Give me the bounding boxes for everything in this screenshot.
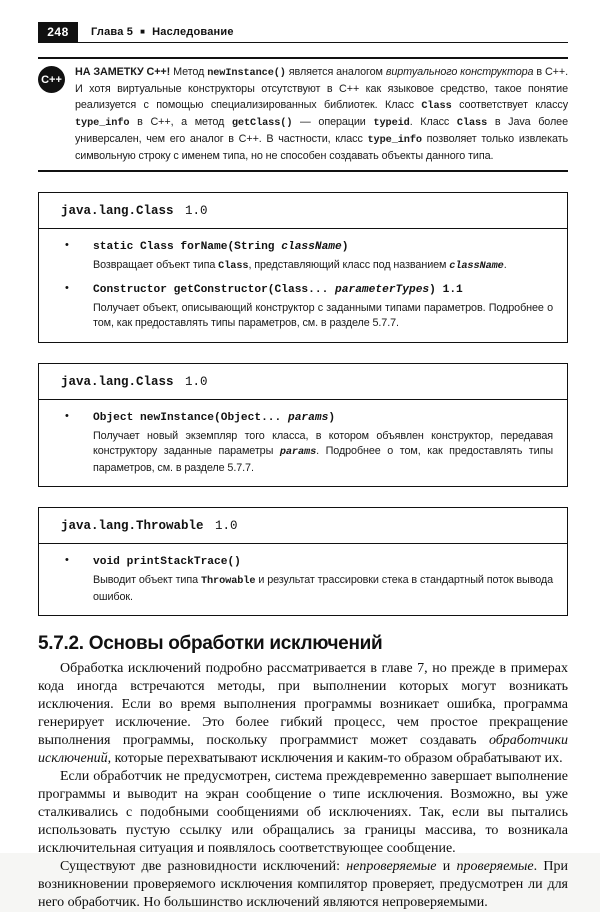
api-description: Получает новый экземпляр того класса, в котором объявлен конструктор, передавая конструктору заданные параметры params. Подробнее о том, как предоставлять типы параметров, см. в разделе 5.7.7. [93, 429, 553, 474]
api-box-title [39, 193, 567, 229]
api-box-throwable [38, 507, 568, 616]
chapter-breadcrumb [91, 22, 234, 42]
bullet-icon: • [65, 409, 69, 422]
api-box-class-newinstance [38, 363, 568, 488]
api-item [63, 281, 553, 332]
note-text: НА ЗАМЕТКУ C++! Метод newInstance() является аналогом виртуального конструктора в C++. И хотя виртуальные конструкторы отсутствуют в C++ как языковое средство, такое понятие реализуется с помощью специализированных библиотек. Класс Class соответствует классу type_info в C++, а метод getClass() — операции typeid. Класс Class в Java более универсален, чем его аналог в C++. В частности, класс type_info позволяет только извлекать символьную строку с именем типа, но не способен создавать объекты данного типа. [75, 66, 568, 162]
cpp-note-box [38, 57, 568, 172]
bullet-icon: • [65, 281, 69, 294]
api-signature: Constructor getConstructor(Class... parameterTypes) 1.1 [93, 283, 463, 296]
bullet-icon: • [65, 239, 69, 251]
api-signature: Object newInstance(Object... params) [93, 411, 336, 424]
api-box-class-forname [38, 192, 568, 343]
chapter-title: Наследование [152, 26, 234, 38]
page-number-badge: 248 [38, 22, 78, 42]
api-box-title [39, 508, 567, 544]
api-signature: static Class forName(String className) [93, 241, 349, 253]
api-version: 1.0 [185, 374, 208, 389]
api-box-title [39, 364, 567, 400]
section-heading: 5.7.2. Основы обработки исключений [38, 633, 383, 654]
api-item [63, 553, 553, 605]
paragraph: Существуют две разновидности исключений: непроверяемые и проверяемые. При возникновении проверяемого исключения компилятор проверяет, предусмотрен ли для него обработчик. Но большинство исключений являются непроверяемыми. [38, 859, 568, 910]
page-header [38, 22, 568, 43]
api-item-list [39, 544, 567, 615]
bullet-icon: • [65, 554, 69, 566]
api-version: 1.0 [185, 204, 208, 218]
api-item-list [39, 229, 567, 342]
api-version: 1.0 [215, 519, 238, 533]
cpp-icon: C++ [38, 66, 65, 93]
paragraph: Обработка исключений подробно рассматривается в главе 7, но прежде в примерах кода иногда встречаются методы, при выполнении которых могут возникать исключения. Если во время выполнения программы возникает ошибка, программа генерирует исключение. Это более гибкий процесс, чем простое прекращение выполнения программы, поскольку программист может создавать обработчики исключений, которые перехватывают исключения и каким-то образом обрабатывают их. [38, 661, 568, 766]
api-item-list [39, 400, 567, 487]
api-item [63, 409, 553, 477]
square-bullet-icon: ■ [140, 27, 146, 36]
api-signature: void printStackTrace() [93, 556, 241, 568]
body-text [38, 660, 568, 912]
paragraph: Если обработчик не предусмотрен, система преждевременно завершает выполнение программы и выводит на экран сообщение о типе исключения. Возможно, вы уже сталкивались с подобными сообщениями об исключениях. Так, если вы пытались использовать пустую ссылку или обращались за границы массива, то возникала исключительная ситуация и появлялось соответствующее сообщение. [38, 769, 568, 856]
chapter-label: Глава 5 [91, 26, 134, 38]
api-description: Получает объект, описывающий конструктор с заданными типами параметров. Подробнее о том, как предоставлять типы параметров, см. в разделе 5.7.7. [93, 301, 553, 329]
api-class-name: java.lang.Class [61, 204, 174, 218]
api-item [63, 238, 553, 275]
api-class-name: java.lang.Throwable [61, 519, 204, 533]
api-description: Возвращает объект типа Class, представляющий класс под названием className. [93, 259, 507, 272]
api-description: Выводит объект типа Throwable и результат трассировки стека в стандартный поток вывода ошибок. [93, 574, 553, 603]
api-class-name: java.lang.Class [61, 374, 174, 389]
